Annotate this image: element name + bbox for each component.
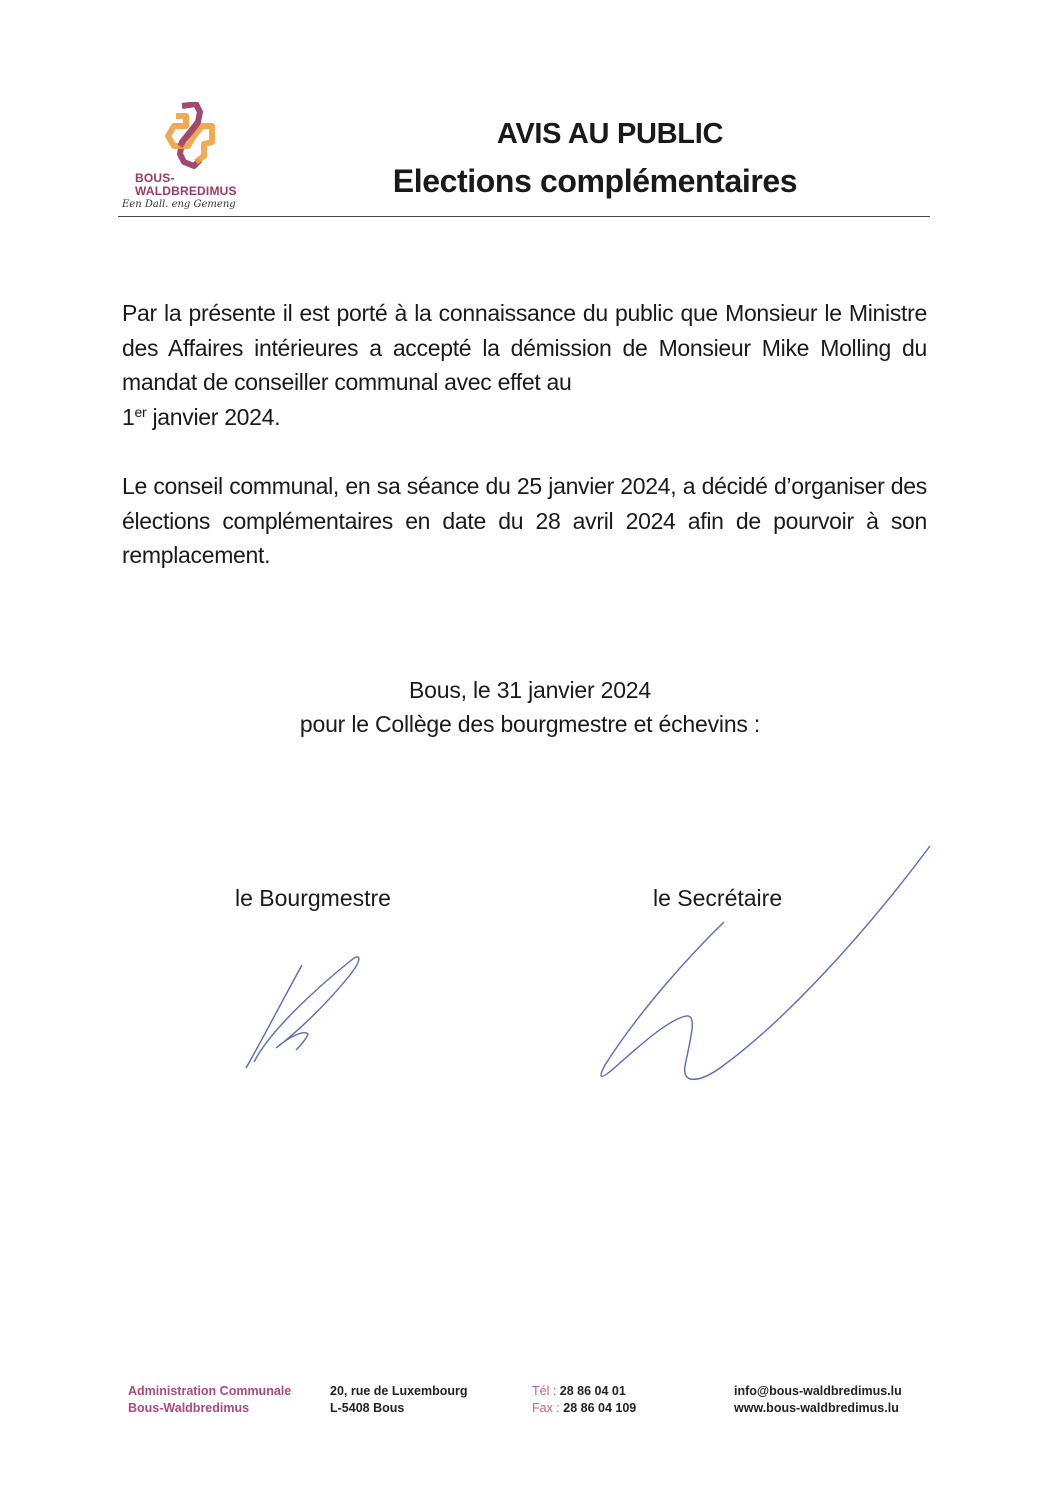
paragraph-resignation-text: Par la présente il est porté à la connaissance du public que Monsieur le Ministre des Affaires intérieures a accepté la démission de Monsieur Mike Molling du mandat de conseiller communal avec effet au [122, 300, 927, 395]
footer-org-line2: Bous-Waldbredimus [128, 1401, 250, 1415]
footer-organization [128, 1383, 291, 1417]
effective-date-suffix: er [134, 403, 147, 420]
place-and-date: Bous, le 31 janvier 2024 [409, 677, 651, 703]
notice-subtitle: Elections complémentaires [392, 163, 798, 199]
municipality-logo [118, 100, 253, 218]
phone-label: Tél : [532, 1384, 560, 1398]
mayor-label: le Bourgmestre [235, 885, 391, 911]
logo-name [135, 172, 237, 198]
footer-website-link[interactable]: www.bous-waldbredimus.lu [734, 1401, 899, 1415]
header-divider [118, 216, 930, 217]
effective-date-rest: janvier 2024. [146, 403, 281, 430]
footer-email-link[interactable]: info@bous-waldbredimus.lu [734, 1384, 902, 1398]
logo-name-line2: WALDBREDIMUS [135, 184, 237, 198]
fax-label: Fax : [532, 1401, 564, 1415]
effective-date-day: 1 [122, 403, 135, 430]
fax-value: 28 86 04 109 [563, 1401, 637, 1415]
secretary-label: le Secrétaire [653, 885, 783, 911]
footer-phone-fax [532, 1383, 636, 1417]
on-behalf-line: pour le Collège des bourgmestre et échevins : [299, 711, 761, 737]
footer-contact [734, 1383, 902, 1417]
mayor-signature [246, 957, 359, 1068]
notice-title: AVIS AU PUBLIC [496, 118, 724, 150]
footer-phone [532, 1383, 636, 1400]
footer-address-line2: L-5408 Bous [330, 1401, 405, 1415]
footer-fax [532, 1400, 636, 1417]
paragraph-election: Le conseil communal, en sa séance du 25 janvier 2024, a décidé d’organiser des élections complémentaires en date du 28 avril 2024 afin de pourvoir à son remplacement. [122, 473, 927, 568]
logo-tagline: Een Dall. eng Gemeng [122, 199, 236, 210]
municipal-emblem-icon [160, 102, 218, 170]
paragraph-resignation [122, 296, 927, 434]
logo-name-line1: BOUS- [135, 171, 175, 185]
phone-value: 28 86 04 01 [559, 1384, 626, 1398]
footer-address [330, 1383, 468, 1417]
footer-org-line1: Administration Communale [128, 1384, 292, 1398]
footer-address-line1: 20, rue de Luxembourg [330, 1384, 468, 1398]
secretary-signature [601, 846, 930, 1079]
